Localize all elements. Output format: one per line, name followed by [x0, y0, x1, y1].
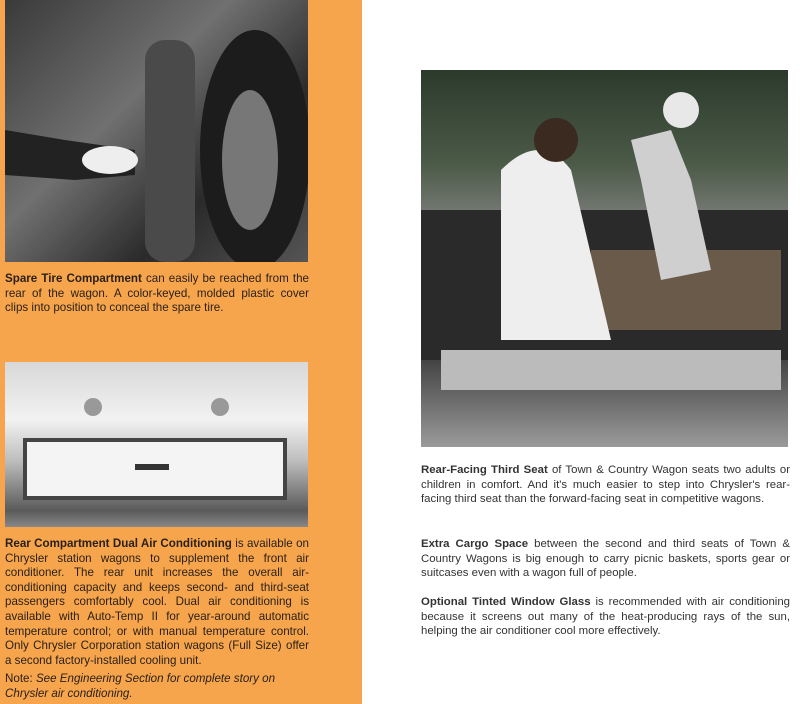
spare-tire-body: can easily be reached from the rear of the wagon. A color-keyed, molded plastic cover clips into position to conceal the spare tire. [5, 272, 309, 315]
tinted-glass-heading: Optional Tinted Window Glass [421, 596, 591, 608]
note-label: Note: [5, 672, 36, 685]
third-seat-body: of Town & Country Wagon seats two adults or children in comfort. And it's much easier to step into Chrysler's rear-facing third seat than the forward-facing seat in competitive wagons. [421, 464, 790, 506]
cargo-heading: Extra Cargo Space [421, 538, 529, 550]
rear-air-conditioning-photo [5, 362, 308, 527]
dual-air-heading: Rear Compartment Dual Air Conditioning [5, 537, 232, 550]
third-seat-heading: Rear-Facing Third Seat [421, 464, 548, 476]
third-seat-caption [421, 463, 790, 507]
note-text: See Engineering Section for complete story on Chrysler air conditioning. [5, 672, 276, 700]
spare-tire-photo [5, 0, 308, 262]
third-seat-photo [421, 70, 788, 447]
spare-tire-caption [5, 272, 309, 316]
rear-ac-illustration [5, 362, 308, 527]
spare-tire-illustration [5, 0, 308, 262]
cargo-caption [421, 537, 790, 581]
tinted-glass-body: is recommended with air conditioning because it screens out many of the heat-producing rays of the sun, helping the air conditioner cool more effectively. [421, 596, 790, 638]
cargo-body: between the second and third seats of Town & Country Wagons is big enough to carry picnic baskets, sports gear or suitcases even with a wagon full of people. [421, 538, 790, 580]
tinted-glass-caption [421, 595, 790, 639]
spare-tire-heading: Spare Tire Compartment [5, 272, 142, 285]
dual-air-caption [5, 537, 309, 668]
dual-air-body: is available on Chrysler station wagons to supplement the front air conditioner. The rear unit increases the overall air-conditioning capacity and keeps second- and third-seat passengers comfortably cool. Dual air conditioning is available with Auto-Temp II for year-around automatic temperature control; or with manual temperature control. Only Chrysler Corporation station wagons (Full Size) offer a second factory-installed cooling unit. [5, 537, 309, 667]
woman-and-child-wagon-illustration [421, 70, 788, 447]
engineering-note [5, 672, 309, 701]
